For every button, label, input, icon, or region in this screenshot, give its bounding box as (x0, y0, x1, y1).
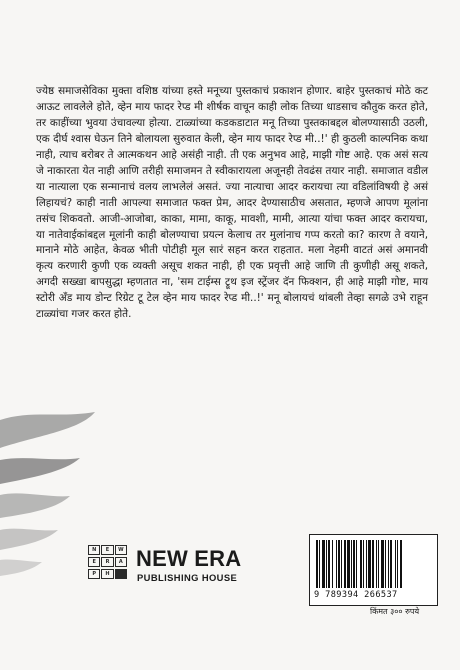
isbn-barcode (309, 534, 438, 606)
logo-letter: R (101, 557, 113, 567)
price-label: किंमत ३०० रुपये (370, 607, 420, 616)
blurb-text: ज्येष्ठ समाजसेविका मुक्ता वशिष्ठ यांच्या हस्ते मनूच्या पुस्तकाचं प्रकाशन होणार. बाहेर पुस्तकाचं मोठे कट आऊट लावलेले होते, व्हेन माय फादर रेप्ड मी शीर्षक वाचून काही लोक तिच्या धाडसाच कौतुक करत होते, तर काहींच्या भुवया उंचावल्या होत्या. टाळ्यांच्या कडकडाटात मनू तिच्या पुस्तकाबद्दल बोलण्यासाठी उठली, एक दीर्घ श्वास घेऊन तिने बोलायला सुरुवात केली, व्हेन माय फादर रेप्ड मी..!' ही कुठली काल्पनिक कथा नाही, त्याच बरोबर ते आत्मकथन आहे असंही नाही. ती एक अनुभव आहे, माझी गोष्ट आहे. एक असं सत्य जे नाकारता येत नाही आणि तरीही समाजमन ते स्वीकारायला अजूनही तेवढंस तयार नाही. समाजात वडील या नात्याला एक सन्मानाचं वलय लाभलेलं असतं. ज्या नात्याचा आदर करायचा त्या वडिलांविषयी हे असं लिहायचं? काही नाती आपल्या समाजात फक्त प्रेम, आदर देण्यासाठीच असतात, म्हणजे आपण मूलांना तसंच शिकवतो. आजी-आजोबा, काका, मामा, काकू, मावशी, मामी, आत्या यांचा फक्त आदर करायचा, या नातेवाईकांबद्दल मूलांनी काही बोलण्याचा प्रयत्न केलाच तर मुलांनाच गप्प करतो का? कारण ते वयाने, मानाने मोठे आहेत, केवळ भीती पोटीही मूल सारं सहन करत राहतात. मला नेहमी वाटतं असं अमानवी कृत्य करणारी कुणी एक व्यक्ती असूच शकत नाही, ही एक प्रवृत्ती आहे जाणि ती कुणीही असू शकते, अगदी सख्खा बापसुद्धा म्हणतात ना, 'सम टाईम्स ट्रूथ इज स्ट्रेंजर दॅन फिक्शन, ही आहे माझी गोष्ट, माय स्टोरी अँड माय डोन्ट रिग्रेट टू टेल व्हेन माय फादर रेप्ड मी..!' मनू बोलायचं थांबली तेव्हा सगळे उभे राहून टाळ्यांचा गजर करत होते. (36, 85, 428, 321)
isbn-number: 9 789394 266537 (314, 590, 398, 600)
publisher-subtitle: PUBLISHING HOUSE (137, 572, 238, 583)
barcode-bars (316, 540, 431, 588)
logo-letter: H (101, 569, 113, 579)
logo-letter: A (115, 557, 127, 567)
logo-letter: E (88, 557, 100, 567)
logo-letter: E (101, 545, 113, 555)
publisher-logo (88, 545, 128, 585)
publisher-name: NEW ERA (136, 546, 242, 571)
logo-letter: W (115, 545, 127, 555)
logo-letter: N (88, 545, 100, 555)
logo-letter: P (88, 569, 100, 579)
logo-block (115, 569, 127, 579)
publisher-block (88, 540, 268, 586)
